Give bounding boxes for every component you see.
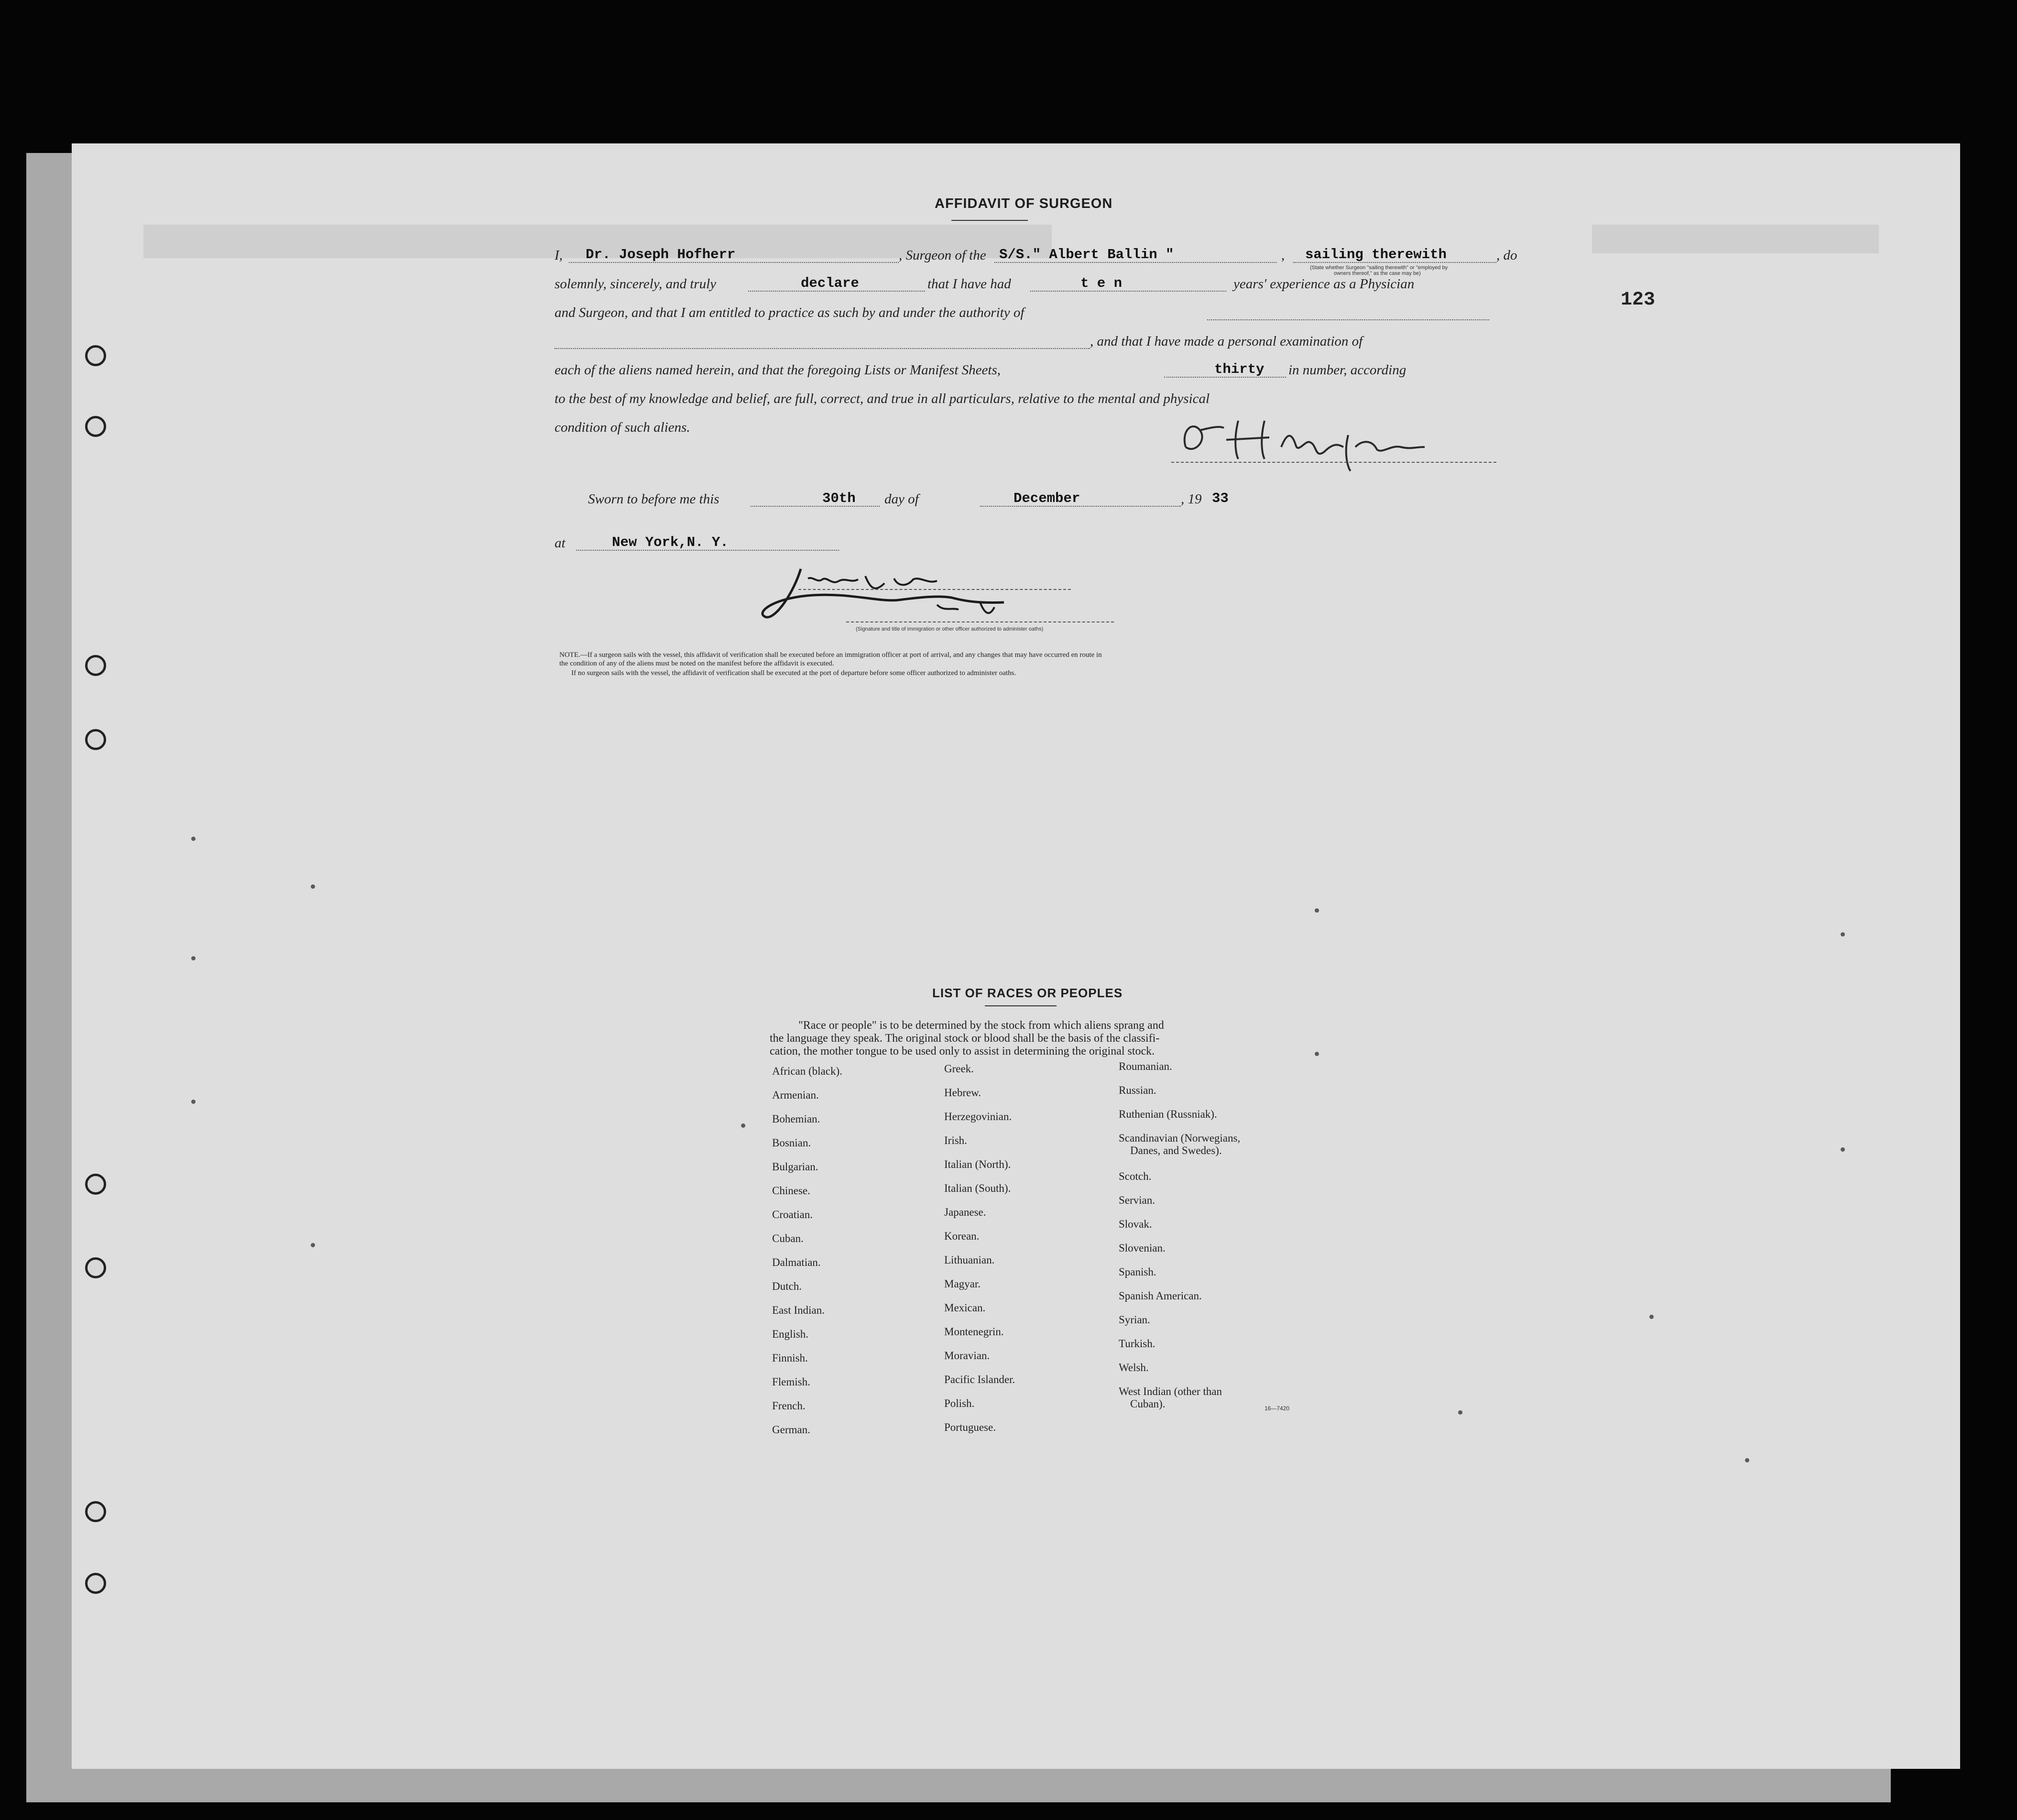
race-item: Spanish American. (1119, 1290, 1202, 1302)
race-item: Cuban. (772, 1232, 804, 1244)
affidavit-heading: AFFIDAVIT OF SURGEON (935, 196, 1113, 211)
affidavit-text: , Surgeon of the (899, 248, 986, 263)
affidavit-text: in number, according (1288, 362, 1406, 378)
race-item: Polish. (944, 1397, 975, 1409)
punch-hole (85, 655, 106, 676)
punch-hole (85, 1174, 106, 1195)
bleed-mark (741, 1123, 745, 1128)
officer-caption: (Signature and title of immigration or other officer authorized to administer oaths) (856, 626, 1044, 632)
race-item: Dutch. (772, 1280, 802, 1292)
race-item: Chinese. (772, 1185, 810, 1197)
punch-hole (85, 1257, 106, 1278)
note-text: the condition of any of the aliens must be noted on the manifest before the affidavit is executed. (559, 660, 834, 667)
officer-signature-line (798, 589, 1071, 590)
page-number: 123 (1621, 289, 1656, 311)
race-item: Korean. (944, 1230, 980, 1242)
affidavit-text: each of the aliens named herein, and that the foregoing Lists or Manifest Sheets, (555, 362, 1001, 378)
surgeon-name: Dr. Joseph Hofherr (586, 247, 736, 262)
sworn-month: December (1014, 490, 1080, 506)
race-item: Armenian. (772, 1089, 819, 1101)
race-item: Syrian. (1119, 1314, 1150, 1326)
sailing-note: owners thereof," as the case may be) (1334, 271, 1421, 276)
bleed-mark (1315, 1052, 1319, 1056)
form-code: 16—7420 (1265, 1405, 1290, 1412)
race-item: Italian (South). (944, 1182, 1011, 1194)
race-item: French. (772, 1400, 806, 1412)
race-item: Ruthenian (Russniak). (1119, 1108, 1217, 1120)
affidavit-text: Sworn to before me this (588, 491, 720, 507)
race-item: Danes, and Swedes). (1130, 1144, 1222, 1156)
races-intro: the language they speak. The original stock or blood shall be the basis of the classifi- (770, 1032, 1160, 1045)
race-item: Cuban). (1130, 1398, 1166, 1410)
race-item: Pacific Islander. (944, 1373, 1015, 1385)
races-intro: "Race or people" is to be determined by the stock from which aliens sprang and (798, 1019, 1164, 1032)
bleed-mark (1841, 1147, 1845, 1152)
race-item: East Indian. (772, 1304, 825, 1316)
years-experience: t e n (1080, 275, 1123, 291)
race-item: Slovak. (1119, 1218, 1152, 1230)
races-intro: cation, the mother tongue to be used only to assist in determining the original stock. (770, 1045, 1155, 1057)
declaration-word: declare (801, 275, 859, 291)
race-item: Servian. (1119, 1194, 1156, 1206)
punch-hole (85, 345, 106, 366)
affidavit-text: that I have had (927, 276, 1011, 292)
bleed-mark (1458, 1410, 1462, 1415)
affidavit-text: to the best of my knowledge and belief, are full, correct, and true in all particulars, relative to the mental and physical (555, 391, 1210, 406)
race-item: Dalmatian. (772, 1256, 821, 1268)
bleed-mark (1315, 908, 1319, 913)
race-item: Mexican. (944, 1302, 986, 1314)
authority-blank (1207, 319, 1489, 320)
officer-title-line (846, 621, 1114, 622)
race-item: Japanese. (944, 1206, 986, 1218)
bleed-mark (1649, 1315, 1654, 1319)
bleed-mark (191, 956, 196, 960)
sworn-year: 33 (1212, 490, 1229, 506)
race-item: Greek. (944, 1063, 974, 1075)
races-heading: LIST OF RACES OR PEOPLES (932, 986, 1123, 1000)
race-item: German. (772, 1424, 810, 1436)
race-item: Turkish. (1119, 1338, 1156, 1350)
sworn-place: New York,N. Y. (612, 534, 729, 550)
affidavit-text: , (1281, 248, 1285, 263)
race-item: Portuguese. (944, 1421, 996, 1433)
race-item: West Indian (other than (1119, 1385, 1222, 1397)
punch-hole (85, 1573, 106, 1594)
bleed-through-header-right (1592, 225, 1879, 253)
race-item: Montenegrin. (944, 1326, 1004, 1338)
race-item: Spanish. (1119, 1266, 1156, 1278)
bleed-mark (191, 837, 196, 841)
race-item: Lithuanian. (944, 1254, 995, 1266)
race-item: English. (772, 1328, 809, 1340)
month-blank (980, 506, 1181, 507)
race-item: Herzegovinian. (944, 1111, 1012, 1123)
affidavit-text: , and that I have made a personal examination of (1090, 334, 1363, 349)
note-text: NOTE.—If a surgeon sails with the vessel, this affidavit of verification shall be executed before an immigration officer at port of arrival, and any changes that may have occurred en route in (559, 651, 1102, 659)
race-item: Hebrew. (944, 1087, 981, 1099)
race-item: Bosnian. (772, 1137, 811, 1149)
heading-underline (951, 220, 1028, 221)
race-item: Scandinavian (Norwegians, (1119, 1132, 1241, 1144)
punch-hole (85, 729, 106, 750)
race-item: Bohemian. (772, 1113, 820, 1125)
vessel-name: S/S." Albert Ballin " (999, 247, 1174, 262)
race-item: Roumanian. (1119, 1060, 1172, 1072)
bleed-mark (1841, 932, 1845, 937)
races-heading-underline (985, 1005, 1057, 1006)
race-item: Welsh. (1119, 1362, 1149, 1373)
affidavit-text: , do (1496, 248, 1517, 263)
race-item: African (black). (772, 1065, 842, 1077)
bleed-mark (1745, 1458, 1749, 1462)
affidavit-text: condition of such aliens. (555, 420, 690, 435)
affidavit-text: I, (555, 248, 563, 263)
race-item: Finnish. (772, 1352, 808, 1364)
day-blank (751, 506, 880, 507)
bleed-mark (191, 1100, 196, 1104)
race-item: Slovenian. (1119, 1242, 1166, 1254)
bleed-mark (311, 1243, 315, 1247)
sailing-note: (State whether Surgeon "sailing therewith" or "employed by (1310, 265, 1448, 271)
bleed-mark (311, 884, 315, 889)
affidavit-text: and Surgeon, and that I am entitled to practice as such by and under the authority of (555, 305, 1025, 320)
affidavit-text: at (555, 535, 566, 551)
affidavit-text: solemnly, sincerely, and truly (555, 276, 717, 292)
punch-hole (85, 1501, 106, 1522)
authority-blank-2 (555, 348, 1090, 349)
race-item: Flemish. (772, 1376, 810, 1388)
sailing-status: sailing therewith (1305, 247, 1447, 262)
race-item: Russian. (1119, 1084, 1156, 1096)
race-item: Scotch. (1119, 1170, 1152, 1182)
race-item: Croatian. (772, 1209, 813, 1221)
race-item: Bulgarian. (772, 1161, 818, 1173)
affidavit-text: years' experience as a Physician (1233, 276, 1415, 292)
race-item: Magyar. (944, 1278, 981, 1290)
affidavit-text: , 19 (1181, 491, 1202, 507)
sworn-day: 30th (822, 490, 856, 506)
document-page (72, 143, 1960, 1769)
affidavit-text: day of (884, 491, 919, 507)
years-blank (1030, 291, 1226, 292)
race-item: Italian (North). (944, 1158, 1011, 1170)
sheet-count: thirty (1214, 361, 1265, 377)
note-text: If no surgeon sails with the vessel, the affidavit of verification shall be executed at the port of departure before some officer authorized to administer oaths. (571, 669, 1016, 677)
race-item: Moravian. (944, 1350, 990, 1362)
surgeon-signature-line (1171, 462, 1496, 463)
race-item: Irish. (944, 1134, 967, 1146)
punch-hole (85, 416, 106, 437)
